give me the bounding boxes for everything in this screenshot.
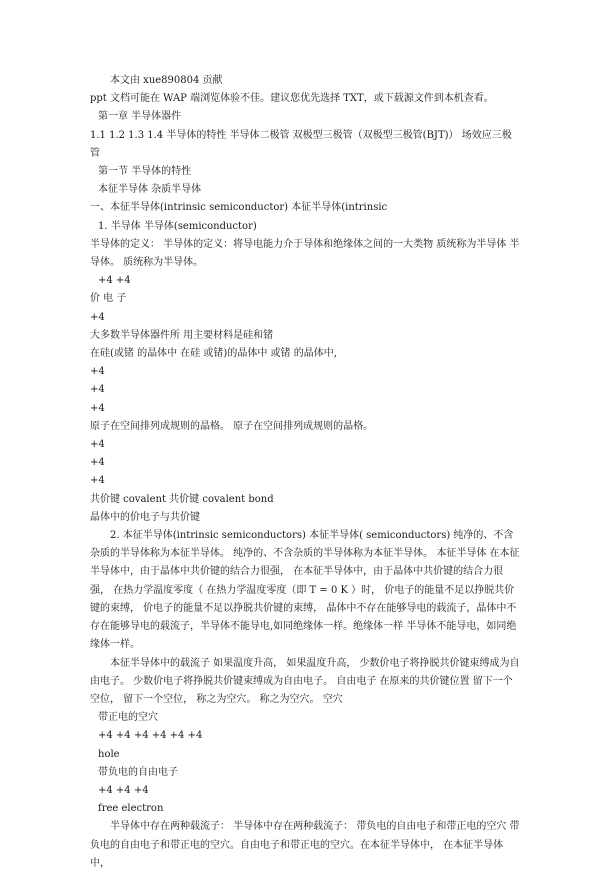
lattice-label: +4 +4 +4 (98, 784, 149, 796)
lattice-label: +4 (90, 402, 105, 414)
chapter-contents: 1.1 1.2 1.3 1.4 半导体的特性 半导体二极管 双极型三极管（双极型三极管(BJT)） 场效应三极管 (90, 129, 512, 159)
lattice-label: +4 +4 (98, 275, 131, 287)
lattice-label: +4 (90, 384, 105, 396)
electron-label-en: free electron (98, 803, 164, 815)
lattice-label: +4 (90, 457, 105, 469)
paragraph-two-carriers: 半导体中存在两种载流子： 半导体中存在两种载流子： 带负电的自由电子和带正电的空穴 带负电的自由电子和带正电的空穴。自由电子和带正电的空穴。在本征半导体中， 在本征半导体中， (90, 821, 520, 869)
document-body (90, 72, 520, 873)
figure-caption: 晶体中的价电子与共价键 (90, 511, 200, 523)
covalent-bond-label: 共价键 covalent 共价键 covalent bond (90, 493, 274, 505)
contributor-line: 本文由 xue890804 贡献 (110, 75, 223, 86)
lattice-label: +4 (90, 366, 105, 378)
hole-label-en: hole (98, 748, 120, 760)
heading-intrinsic: 一、本征半导体(intrinsic semiconductor) 本征半导体(intrinsic (90, 202, 388, 214)
paragraph-crystal: 在硅(或锗 的晶体中 在硅 或锗)的晶体中 或锗 的晶体中, (90, 348, 337, 360)
paragraph-definition: 半导体的定义： 半导体的定义：将导电能力介于导体和绝缘体之间的一大类物 质统称为半导体 半导体。 质统称为半导体。 (90, 238, 520, 269)
lattice-label: +4 (90, 439, 105, 451)
lattice-label: +4 (90, 475, 105, 487)
lattice-label: +4 (90, 311, 105, 323)
electron-label: 带负电的自由电子 (98, 766, 178, 778)
paragraph-carriers: 本征半导体中的载流子 如果温度升高， 如果温度升高， 少数价电子将挣脱共价键束缚成为自由电子。 少数价电子将挣脱共价键束缚成为自由电子。 自由电子 在原来的共价键位置 留下一个空位， 留下一个空位， 称之为空穴。 称之为空穴。 空穴 (90, 657, 520, 705)
notice-line: ppt 文档可能在 WAP 端浏览体验不佳。建议您优先选择 TXT，或下载源文件到本机查看。 (90, 93, 494, 105)
paragraph-materials: 大多数半导体器件所 用主要材料是硅和锗 (90, 329, 274, 341)
valence-electron-label: 价 电 子 (90, 293, 127, 305)
hole-label: 带正电的空穴 (98, 712, 158, 724)
chapter-title: 第一章 半导体器件 (98, 111, 182, 123)
lattice-label: +4 +4 +4 +4 +4 +4 (98, 730, 203, 742)
heading-semiconductor: 1. 半导体 半导体(semiconductor) (98, 220, 257, 232)
section-subtopics: 本征半导体 杂质半导体 (98, 184, 202, 196)
paragraph-intrinsic: 2. 本征半导体(intrinsic semiconductors) 本征半导体( semiconductors) 纯净的、不含杂质的半导体称为本征半导体。 纯净的、不含杂质的半导体称为本征半导体。 本征半导体 在本征半导体中，由于晶体中共价键的结合力很强， 在本征半导体中，由于晶体中共价键的结合力很强， 在热力学温度零度（ 在热力学温度零度（即 T = 0 K ）时， 价电子的能量不足以挣脱共价键的束缚， 价电子的能量不足以挣脱共价键的束缚， 晶体中不存在能够导电的载流子，晶体中不存在能够导电的载流子，半导体不能导电,如同绝缘体一样。绝缘体一样 半导体不能导电，如同绝缘体一样。 (90, 530, 520, 651)
section-title: 第一节 半导体的特性 (98, 166, 192, 178)
paragraph-lattice: 原子在空间排列成规则的晶格。 原子在空间排列成规则的晶格。 (90, 420, 374, 432)
